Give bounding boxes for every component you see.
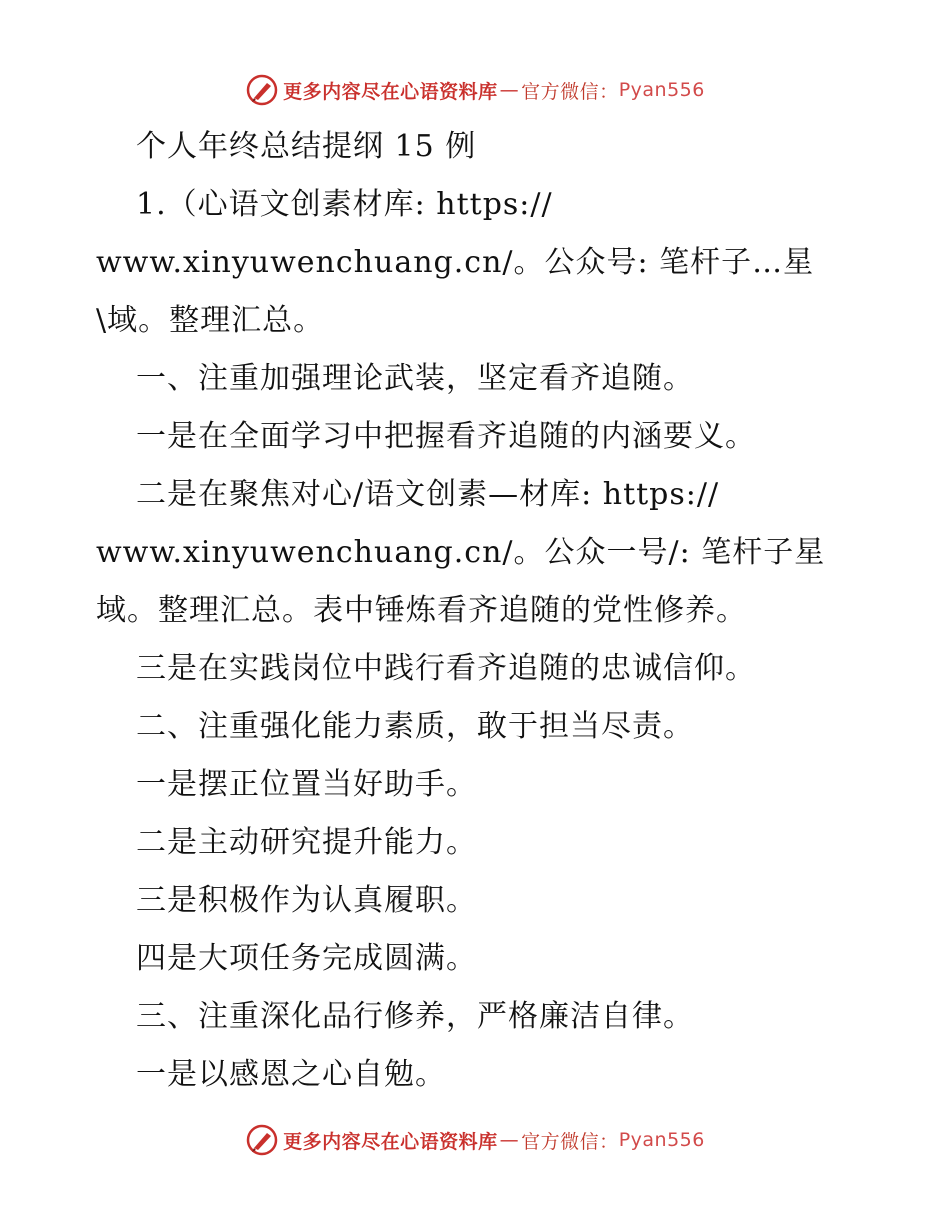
doc-line: 三是在实践岗位中践行看齐追随的忠诚信仰。 xyxy=(136,651,756,686)
doc-line: www.xinyuwenchuang.cn/。公众号: 笔杆子…星 xyxy=(96,245,815,280)
banner-main-text: 更多内容尽在心语资料库 xyxy=(283,80,498,103)
banner-wechat-id: Pyan556 xyxy=(618,1129,705,1151)
doc-line: 域。整理汇总。表中锤炼看齐追随的党性修养。 xyxy=(96,593,747,628)
pen-logo-icon xyxy=(245,1123,279,1157)
doc-line: 一是在全面学习中把握看齐追随的内涵要义。 xyxy=(136,419,756,454)
footer-banner xyxy=(0,1120,950,1160)
banner-wechat-label: 官方微信： xyxy=(521,1130,619,1153)
doc-line: 1.（心语文创素材库: https:// xyxy=(136,187,553,222)
section-heading-1: 一、注重加强理论武装，坚定看齐追随。 xyxy=(136,361,694,396)
doc-title: 个人年终总结提纲 15 例 xyxy=(136,129,477,164)
doc-line: 二是在聚焦对心/语文创素—材库: https:// xyxy=(136,477,720,512)
doc-line: 一是摆正位置当好助手。 xyxy=(136,767,477,802)
banner-wechat-id: Pyan556 xyxy=(618,79,705,101)
doc-line: \域。整理汇总。 xyxy=(96,303,325,338)
banner-wechat-label: 官方微信： xyxy=(521,80,619,103)
pen-logo-icon xyxy=(245,73,279,107)
doc-line: 一是以感恩之心自勉。 xyxy=(136,1057,446,1092)
doc-line: 三是积极作为认真履职。 xyxy=(136,883,477,918)
section-heading-3: 三、注重深化品行修养，严格廉洁自律。 xyxy=(136,999,694,1034)
header-banner xyxy=(0,70,950,110)
banner-main-text: 更多内容尽在心语资料库 xyxy=(283,1130,498,1153)
banner-dash: — xyxy=(499,79,520,101)
document-body xyxy=(96,118,856,1104)
doc-line: 四是大项任务完成圆满。 xyxy=(136,941,477,976)
doc-line: 二是主动研究提升能力。 xyxy=(136,825,477,860)
section-heading-2: 二、注重强化能力素质，敢于担当尽责。 xyxy=(136,709,694,744)
banner-dash: — xyxy=(499,1129,520,1151)
doc-line: www.xinyuwenchuang.cn/。公众一号/: 笔杆子星 xyxy=(96,535,826,570)
